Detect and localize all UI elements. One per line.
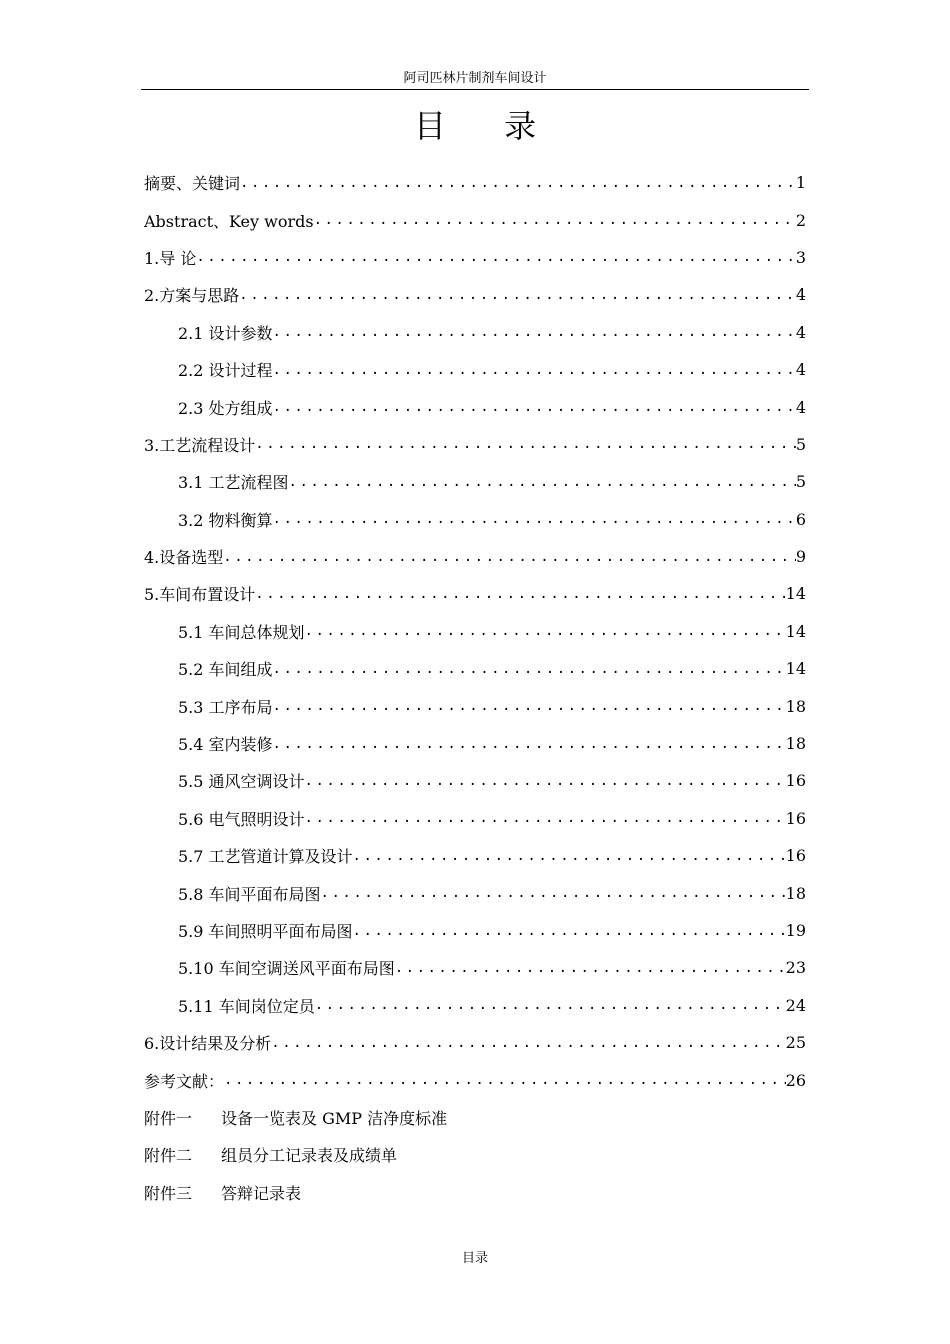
- page-title: 目 录: [413, 107, 561, 145]
- toc-entry[interactable]: [144, 837, 806, 874]
- toc-entry-page: 14: [785, 584, 806, 604]
- toc-entry-label: 5.3 工序布局: [178, 697, 273, 717]
- toc-dot-leader: [239, 287, 796, 303]
- toc-entry-page: 5: [795, 472, 806, 492]
- toc-entry-label: 5.车间布置设计: [144, 585, 256, 605]
- toc-entry-page: 2: [795, 210, 806, 230]
- toc-entry-page: 16: [785, 808, 806, 828]
- appendix-title: 设备一览表及 GMP 洁净度标准: [221, 1108, 448, 1128]
- table-of-contents: [144, 164, 806, 1211]
- toc-entry[interactable]: [144, 538, 806, 575]
- appendix-entry[interactable]: [144, 1136, 806, 1173]
- toc-entry-label: 5.9 车间照明平面布局图: [178, 922, 353, 941]
- toc-entry-page: 4: [795, 360, 806, 380]
- toc-dot-leader: [273, 362, 796, 378]
- toc-entry-label: 3.1 工艺流程图: [178, 473, 289, 493]
- page-footer: 目录: [461, 1251, 488, 1266]
- toc-entry-label: 2.2 设计过程: [178, 361, 273, 381]
- toc-entry-label: 5.5 通风空调设计: [178, 772, 305, 792]
- toc-entry-label: 3.工艺流程设计: [144, 435, 256, 455]
- toc-entry-label: 4.设备选型: [144, 548, 224, 568]
- toc-dot-leader: [271, 1035, 785, 1051]
- toc-dot-leader: [305, 623, 786, 639]
- toc-dot-leader: [321, 885, 786, 901]
- toc-entry[interactable]: [144, 762, 806, 799]
- toc-entry-page: 18: [785, 734, 806, 754]
- toc-dot-leader: [255, 436, 796, 452]
- toc-entry-page: 16: [785, 771, 806, 791]
- toc-entry-label: 5.11 车间岗位定员: [178, 996, 315, 1016]
- toc-entry-page: 4: [795, 397, 806, 417]
- toc-entry-label: Abstract、Key words: [144, 211, 314, 231]
- appendix-entry[interactable]: [144, 1174, 806, 1211]
- toc-entry-label: 5.6 电气照明设计: [178, 809, 305, 829]
- toc-entry-page: 1: [795, 173, 806, 193]
- toc-entry[interactable]: [144, 1061, 806, 1098]
- toc-entry[interactable]: [144, 201, 806, 238]
- toc-entry[interactable]: [144, 314, 806, 351]
- toc-entry-page: 14: [785, 621, 806, 641]
- toc-dot-leader: [305, 810, 786, 826]
- toc-entry-page: 4: [795, 285, 806, 305]
- toc-dot-leader: [273, 698, 786, 714]
- running-header: 阿司匹林片制剂车间设计: [403, 71, 547, 86]
- toc-entry-page: 14: [785, 659, 806, 679]
- toc-entry[interactable]: [144, 501, 806, 538]
- toc-entry[interactable]: [144, 949, 806, 986]
- toc-entry[interactable]: [144, 351, 806, 388]
- toc-entry[interactable]: [144, 426, 806, 463]
- toc-entry[interactable]: [144, 725, 806, 762]
- toc-entry-label: 摘要、关键词: [144, 174, 241, 194]
- toc-dot-leader: [223, 549, 796, 565]
- toc-dot-leader: [353, 848, 786, 864]
- toc-entry[interactable]: [144, 912, 806, 949]
- appendix-number: 附件三: [144, 1183, 193, 1203]
- toc-entry-label: 参考文献：: [144, 1071, 225, 1091]
- toc-entry-label: 5.8 车间平面布局图: [178, 884, 321, 904]
- toc-dot-leader: [196, 249, 795, 265]
- toc-entry-page: 18: [785, 696, 806, 716]
- toc-entry[interactable]: [144, 164, 806, 201]
- toc-entry[interactable]: [144, 1024, 806, 1061]
- toc-entry-page: 9: [795, 547, 806, 567]
- toc-entry[interactable]: [144, 388, 806, 425]
- toc-entry[interactable]: [144, 463, 806, 500]
- toc-entry[interactable]: [144, 874, 806, 911]
- toc-entry[interactable]: [144, 800, 806, 837]
- appendix-title: 答辩记录表: [221, 1183, 302, 1203]
- toc-dot-leader: [314, 212, 796, 228]
- toc-dot-leader: [273, 661, 786, 677]
- toc-dot-leader: [353, 923, 786, 939]
- toc-entry[interactable]: [144, 276, 806, 313]
- toc-entry[interactable]: [144, 613, 806, 650]
- appendix-entry[interactable]: [144, 1099, 806, 1136]
- toc-entry-page: 23: [785, 958, 806, 978]
- appendix-number: 附件二: [144, 1146, 193, 1166]
- appendix-title: 组员分工记录表及成绩单: [221, 1146, 398, 1166]
- toc-entry-label: 5.7 工艺管道计算及设计: [178, 847, 353, 867]
- toc-entry-label: 2.方案与思路: [144, 286, 240, 306]
- toc-dot-leader: [273, 736, 786, 752]
- toc-entry-page: 6: [795, 509, 806, 529]
- appendix-number: 附件一: [144, 1108, 193, 1128]
- toc-entry-page: 3: [795, 247, 806, 267]
- toc-entry-label: 1.导 论: [144, 248, 197, 268]
- toc-dot-leader: [315, 997, 786, 1013]
- header-rule: [141, 89, 809, 90]
- toc-entry[interactable]: [144, 575, 806, 612]
- toc-entry-page: 24: [785, 995, 806, 1015]
- toc-entry[interactable]: [144, 987, 806, 1024]
- toc-entry-page: 18: [785, 883, 806, 903]
- toc-entry[interactable]: [144, 239, 806, 276]
- toc-dot-leader: [395, 960, 786, 976]
- toc-entry-page: 4: [795, 322, 806, 342]
- toc-entry-page: 19: [785, 921, 806, 940]
- toc-entry-page: 16: [785, 846, 806, 866]
- toc-entry[interactable]: [144, 650, 806, 687]
- toc-entry-label: 3.2 物料衡算: [178, 510, 273, 530]
- toc-dot-leader: [224, 1072, 786, 1088]
- toc-dot-leader: [255, 586, 785, 602]
- toc-entry-page: 26: [785, 1070, 806, 1090]
- toc-dot-leader: [273, 511, 796, 527]
- toc-entry-page: 5: [795, 434, 806, 454]
- toc-entry-label: 2.1 设计参数: [178, 323, 273, 343]
- toc-entry[interactable]: [144, 687, 806, 724]
- toc-entry-label: 2.3 处方组成: [178, 398, 273, 418]
- toc-entry-label: 6.设计结果及分析: [144, 1034, 272, 1054]
- toc-dot-leader: [273, 324, 796, 340]
- toc-entry-page: 25: [785, 1033, 806, 1053]
- toc-dot-leader: [273, 399, 796, 415]
- toc-entry-label: 5.1 车间总体规划: [178, 622, 305, 642]
- toc-entry-label: 5.4 室内装修: [178, 735, 273, 755]
- toc-dot-leader: [305, 773, 786, 789]
- toc-dot-leader: [240, 175, 796, 191]
- toc-dot-leader: [289, 474, 796, 490]
- toc-entry-label: 5.10 车间空调送风平面布局图: [178, 959, 395, 979]
- toc-entry-label: 5.2 车间组成: [178, 660, 273, 680]
